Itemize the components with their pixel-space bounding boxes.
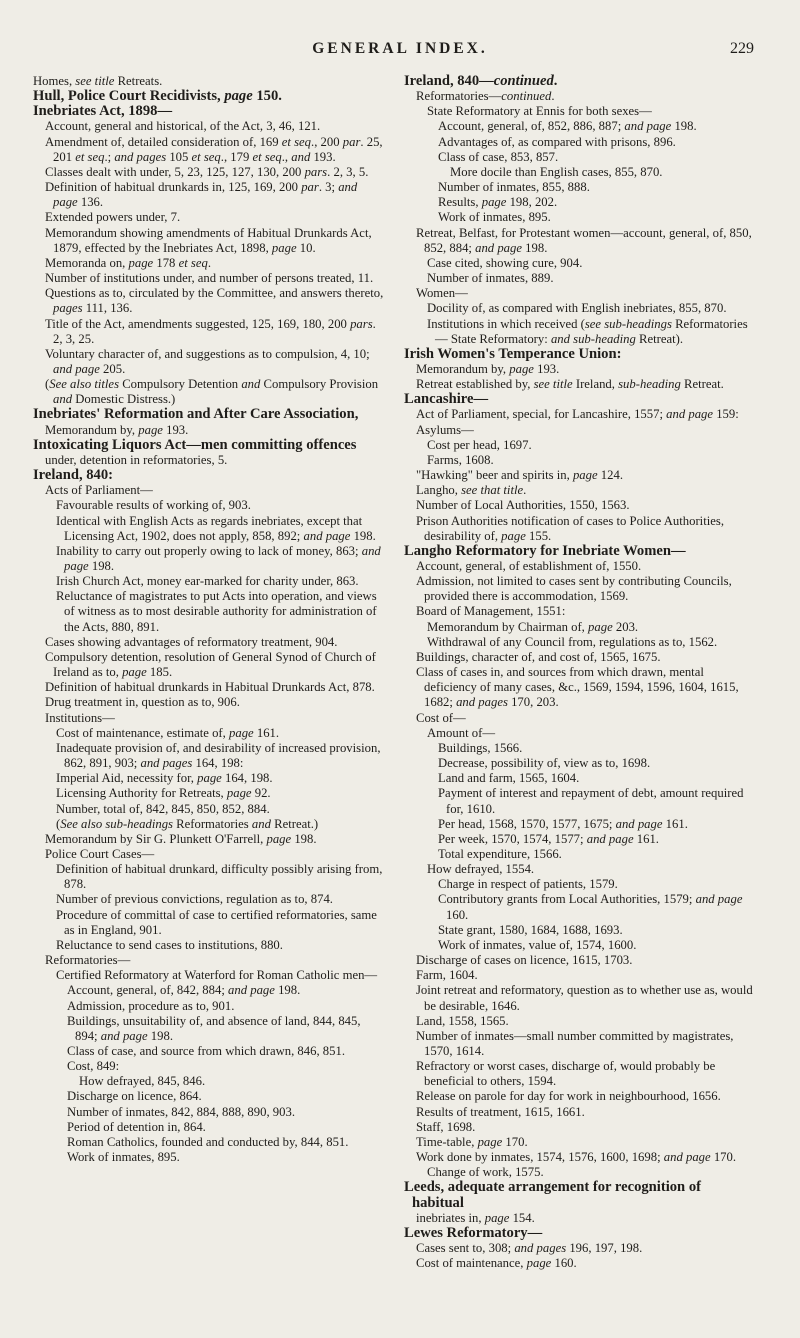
index-entry: Release on parole for day for work in neighbourhood, 1656.: [416, 1089, 721, 1104]
index-entry: Per head, 1568, 1570, 1577, 1675; and page 161.: [438, 816, 688, 831]
index-entry: Work done by inmates, 1574, 1576, 1600, 1698; and page 170.: [416, 1150, 737, 1165]
index-entry: Class of case, 853, 857.: [438, 149, 559, 164]
index-entry: Discharge on licence, 864.: [67, 1089, 202, 1104]
index-entry: Class of cases in, and sources from which drawn, mental deficiency of many cases, &c., 1569, 1594, 1596, 1604, 1615, 1682; and pages 170, 203.: [416, 665, 739, 710]
index-entry: Inebriates' Reformation and After Care Association,: [33, 406, 359, 423]
index-entry: Favourable results of working of, 903.: [56, 498, 251, 513]
index-entry: Intoxicating Liquors Act—men committing offences: [33, 436, 357, 453]
index-entry: Cost of maintenance, estimate of, page 161.: [56, 725, 280, 740]
index-entry: Farms, 1608.: [427, 452, 494, 467]
index-entry: Ireland, 840—continued.: [404, 73, 558, 89]
index-entry: State grant, 1580, 1684, 1688, 1693.: [438, 922, 623, 937]
index-entry: Identical with English Acts as regards inebriates, except that Licensing Act, 1902, does not apply, 858, 892; and page 198.: [56, 513, 376, 543]
index-entry: Langho Reformatory for Inebriate Women—: [404, 542, 686, 559]
index-entry: Memoranda on, page 178 et seq.: [45, 255, 211, 270]
index-entry: Results of treatment, 1615, 1661.: [416, 1104, 585, 1119]
index-entry: Langho, see that title.: [416, 483, 527, 498]
index-entry: Reformatories—continued.: [416, 89, 555, 104]
index-entry: Inebriates Act, 1898—: [33, 103, 173, 120]
index-entry: Number of inmates—small number committed by magistrates, 1570, 1614.: [416, 1028, 734, 1058]
index-entry: Work of inmates, value of, 1574, 1600.: [438, 937, 637, 952]
index-entry: Cost per head, 1697.: [427, 437, 532, 452]
index-entry: Account, general, of, 842, 884; and page 198.: [67, 983, 301, 998]
index-entry: Discharge of cases on licence, 1615, 1703.: [416, 953, 633, 968]
index-entry: Farm, 1604.: [416, 968, 478, 983]
index-entry: Memorandum by, page 193.: [416, 361, 560, 376]
page-number: 229: [730, 40, 754, 57]
index-entry: Results, page 198, 202.: [438, 195, 558, 210]
index-entry: Memorandum by Sir G. Plunkett O'Farrell, page 198.: [45, 831, 317, 846]
index-entry: Classes dealt with under, 5, 23, 125, 127, 130, 200 pars. 2, 3, 5.: [45, 164, 369, 179]
left-column: [33, 74, 385, 1165]
index-entry: "Hawking" beer and spirits in, page 124.: [416, 468, 623, 483]
index-entry: Cost of—: [416, 710, 466, 725]
index-entry: Docility of, as compared with English inebriates, 855, 870.: [427, 301, 727, 316]
page-header: [0, 40, 800, 64]
index-entry: Homes, see title Retreats.: [33, 74, 163, 88]
index-entry: Number, total of, 842, 845, 850, 852, 884.: [56, 801, 270, 816]
index-entry: Definition of habitual drunkard, difficulty possibly arising from, 878.: [56, 862, 383, 892]
index-entry: Cases showing advantages of reformatory treatment, 904.: [45, 634, 338, 649]
index-entry: Inadequate provision of, and desirability of increased provision, 862, 891, 903; and pages 164, 198:: [56, 740, 381, 771]
index-entry: Licensing Authority for Retreats, page 92.: [56, 786, 271, 801]
index-entry: Inability to carry out properly owing to lack of money, 863; and page 198.: [56, 543, 381, 573]
index-entry: How defrayed, 1554.: [427, 862, 535, 877]
index-entry: Acts of Parliament—: [45, 483, 153, 498]
index-entry: Buildings, unsuitability of, and absence of land, 844, 845, 894; and page 198.: [67, 1013, 361, 1043]
index-entry: Land and farm, 1565, 1604.: [438, 771, 580, 786]
index-entry: Prison Authorities notification of cases to Police Authorities, desirability of, page 155.: [416, 513, 724, 543]
index-entry: Memorandum showing amendments of Habitual Drunkards Act, 1879, effected by the Inebriates Act, 1898, page 10.: [45, 225, 372, 255]
index-entry: Lewes Reformatory—: [404, 1224, 543, 1241]
index-entry: Total expenditure, 1566.: [438, 846, 562, 861]
index-entry: Procedure of committal of case to certified reformatories, same as in England, 901.: [56, 907, 377, 937]
index-entry: (See also sub-headings Reformatories and Retreat.): [56, 816, 319, 831]
running-title: GENERAL INDEX.: [312, 40, 488, 57]
index-entry: Act of Parliament, special, for Lancashire, 1557; and page 159:: [416, 407, 739, 422]
index-entry: Account, general and historical, of the Act, 3, 46, 121.: [45, 119, 321, 134]
index-entry: (See also titles Compulsory Detention and Compulsory Provision and Domestic Distress.): [45, 377, 379, 407]
index-entry: State Reformatory at Ennis for both sexes—: [427, 104, 652, 119]
index-entry: Withdrawal of any Council from, regulations as to, 1562.: [427, 634, 718, 649]
index-entry: Joint retreat and reformatory, question as to whether use as, would be desirable, 1646.: [416, 983, 753, 1013]
index-entry: Drug treatment in, question as to, 906.: [45, 695, 240, 710]
index-entry: Retreat established by, see title Ireland, sub-heading Retreat.: [416, 377, 724, 392]
index-entry: Work of inmates, 895.: [438, 210, 551, 225]
index-entry: Extended powers under, 7.: [45, 210, 181, 225]
index-entry: Number of inmates, 842, 884, 888, 890, 903.: [67, 1104, 295, 1119]
index-entry: Definition of habitual drunkards in Habitual Drunkards Act, 878.: [45, 680, 375, 695]
index-entry: Case cited, showing cure, 904.: [427, 255, 583, 270]
index-entry: Class of case, and source from which drawn, 846, 851.: [67, 1044, 345, 1058]
index-entry: Refractory or worst cases, discharge of, would probably be beneficial to others, 1594.: [416, 1059, 716, 1089]
index-entry: Buildings, character of, and cost of, 1565, 1675.: [416, 649, 661, 664]
index-entry: Hull, Police Court Recidivists, page 150.: [33, 88, 282, 105]
index-entry: Definition of habitual drunkards in, 125, 169, 200 par. 3; and page 136.: [45, 180, 358, 210]
index-entry: Asylums—: [416, 422, 474, 437]
index-entry: Admission, procedure as to, 901.: [67, 998, 235, 1013]
index-entry: Number of institutions under, and number of persons treated, 11.: [45, 271, 374, 286]
index-entry: Imperial Aid, necessity for, page 164, 198.: [56, 771, 273, 786]
index-entry: under, detention in reformatories, 5.: [45, 452, 228, 467]
index-entry: Number of inmates, 889.: [427, 271, 554, 286]
index-entry: Admission, not limited to cases sent by contributing Councils, provided there is accommodation, 1569.: [416, 574, 732, 604]
index-entry: Police Court Cases—: [45, 846, 155, 861]
index-entry: Land, 1558, 1565.: [416, 1013, 509, 1028]
index-entry: Title of the Act, amendments suggested, 125, 169, 180, 200 pars. 2, 3, 25.: [45, 316, 376, 346]
index-entry: Account, general, of, 852, 886, 887; and page 198.: [438, 119, 697, 134]
index-entry: Leeds, adequate arrangement for recognition of habitual: [404, 1179, 701, 1211]
index-entry: Payment of interest and repayment of debt, amount required for, 1610.: [438, 786, 744, 816]
index-entry: Advantages of, as compared with prisons, 896.: [438, 134, 676, 149]
index-entry: More docile than English cases, 855, 870.: [450, 164, 663, 179]
index-entry: Cost of maintenance, page 160.: [416, 1256, 577, 1271]
index-entry: Account, general, of establishment of, 1550.: [416, 559, 642, 573]
index-entry: Number of inmates, 855, 888.: [438, 180, 590, 195]
index-entry: Memorandum by, page 193.: [45, 422, 189, 437]
index-entry: Time-table, page 170.: [416, 1134, 528, 1149]
index-entry: inebriates in, page 154.: [416, 1210, 535, 1225]
index-entry: Women—: [416, 286, 468, 301]
index-entry: Questions as to, circulated by the Committee, and answers thereto, pages 111, 136.: [45, 286, 384, 316]
index-entry: Per week, 1570, 1574, 1577; and page 161.: [438, 831, 659, 846]
index-entry: Board of Management, 1551:: [416, 604, 566, 619]
index-entry: Amount of—: [427, 725, 496, 740]
index-entry: Period of detention in, 864.: [67, 1119, 206, 1134]
index-entry: Reluctance of magistrates to put Acts into operation, and views of witness as to most desirable authority for administration of the Acts, 880, 891.: [56, 589, 377, 634]
index-entry: Staff, 1698.: [416, 1119, 476, 1134]
index-entry: Number of previous convictions, regulation as to, 874.: [56, 892, 333, 907]
index-entry: Change of work, 1575.: [427, 1165, 544, 1180]
index-entry: Irish Women's Temperance Union:: [404, 345, 622, 362]
index-entry: Reformatories—: [45, 953, 131, 968]
index-entry: Institutions in which received (see sub-headings Reformatories — State Reformatory: and sub-heading Retreat).: [427, 316, 748, 346]
index-entry: Memorandum by Chairman of, page 203.: [427, 619, 639, 634]
index-entry: Irish Church Act, money ear-marked for charity under, 863.: [56, 574, 359, 589]
index-entry: Voluntary character of, and suggestions as to compulsion, 4, 10; and page 205.: [45, 346, 370, 376]
index-entry: Institutions—: [45, 710, 115, 725]
index-entry: Reluctance to send cases to institutions, 880.: [56, 937, 283, 952]
index-entry: Decrease, possibility of, view as to, 1698.: [438, 756, 651, 771]
index-entry: Compulsory detention, resolution of General Synod of Church of Ireland as to, page 185.: [45, 649, 376, 680]
index-entry: Ireland, 840:: [33, 467, 114, 484]
index-entry: Buildings, 1566.: [438, 740, 523, 755]
index-entry: Amendment of, detailed consideration of, 169 et seq., 200 par. 25, 201 et seq.; and pages 105 et seq., 179 et seq., and 193.: [45, 134, 383, 164]
index-entry: Certified Reformatory at Waterford for Roman Catholic men—: [56, 968, 378, 983]
index-entry: Cases sent to, 308; and pages 196, 197, 198.: [416, 1241, 643, 1256]
index-entry: Work of inmates, 895.: [67, 1150, 180, 1165]
right-column: [404, 74, 756, 1271]
index-entry: Cost, 849:: [67, 1059, 120, 1074]
index-entry: Retreat, Belfast, for Protestant women—account, general, of, 850, 852, 884; and page 198.: [416, 225, 752, 255]
index-entry: Charge in respect of patients, 1579.: [438, 877, 618, 892]
index-entry: How defrayed, 845, 846.: [79, 1074, 206, 1089]
index-entry: Number of Local Authorities, 1550, 1563.: [416, 498, 630, 513]
index-entry: Roman Catholics, founded and conducted by, 844, 851.: [67, 1134, 349, 1149]
index-entry: Lancashire—: [404, 391, 489, 408]
index-entry: Contributory grants from Local Authorities, 1579; and page 160.: [438, 892, 743, 922]
